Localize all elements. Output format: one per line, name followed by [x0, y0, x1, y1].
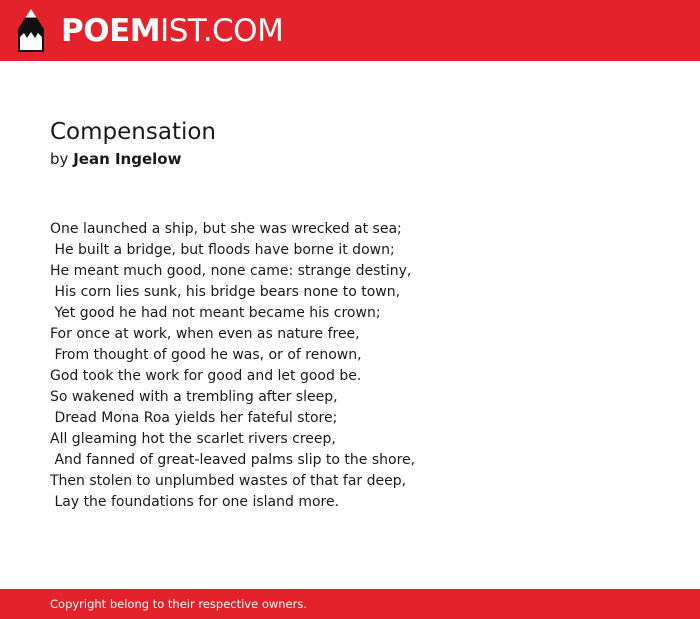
- poem-line: For once at work, when even as nature free,: [50, 326, 360, 342]
- poem-line: Then stolen to unplumbed wastes of that far deep,: [50, 473, 407, 489]
- poem-line: So wakened with a trembling after sleep,: [50, 389, 338, 405]
- site-logo[interactable]: [61, 11, 283, 51]
- poem-line: His corn lies sunk, his bridge bears none to town,: [50, 284, 401, 300]
- poem-line: Lay the foundations for one island more.: [50, 494, 340, 510]
- poem-line: And fanned of great-leaved palms slip to the shore,: [50, 452, 416, 468]
- site-footer: [0, 589, 700, 619]
- poem-line: From thought of good he was, or of renown,: [50, 347, 362, 363]
- poem-body: [50, 219, 670, 513]
- poem-line: Dread Mona Roa yields her fateful store;: [50, 410, 338, 426]
- logo-text-bold: POEM: [61, 13, 161, 49]
- poem-line: Yet good he had not meant became his crown;: [50, 305, 381, 321]
- poem-line: All gleaming hot the scarlet rivers creep,: [50, 431, 336, 447]
- copyright-notice: Copyright belong to their respective owners.: [50, 597, 308, 611]
- logo-text-light: IST.COM: [160, 13, 284, 49]
- by-label: by: [50, 150, 69, 168]
- author-name: Jean Ingelow: [73, 150, 182, 168]
- poem-line: God took the work for good and let good be.: [50, 368, 362, 384]
- pencil-tip-icon[interactable]: [17, 9, 45, 52]
- byline: [50, 149, 181, 169]
- site-header: [0, 0, 700, 61]
- poem-title: Compensation: [50, 119, 216, 145]
- poem-line: One launched a ship, but she was wrecked at sea;: [50, 221, 402, 237]
- poem-line: He built a bridge, but floods have borne it down;: [50, 242, 395, 258]
- poem-line: He meant much good, none came: strange destiny,: [50, 263, 412, 279]
